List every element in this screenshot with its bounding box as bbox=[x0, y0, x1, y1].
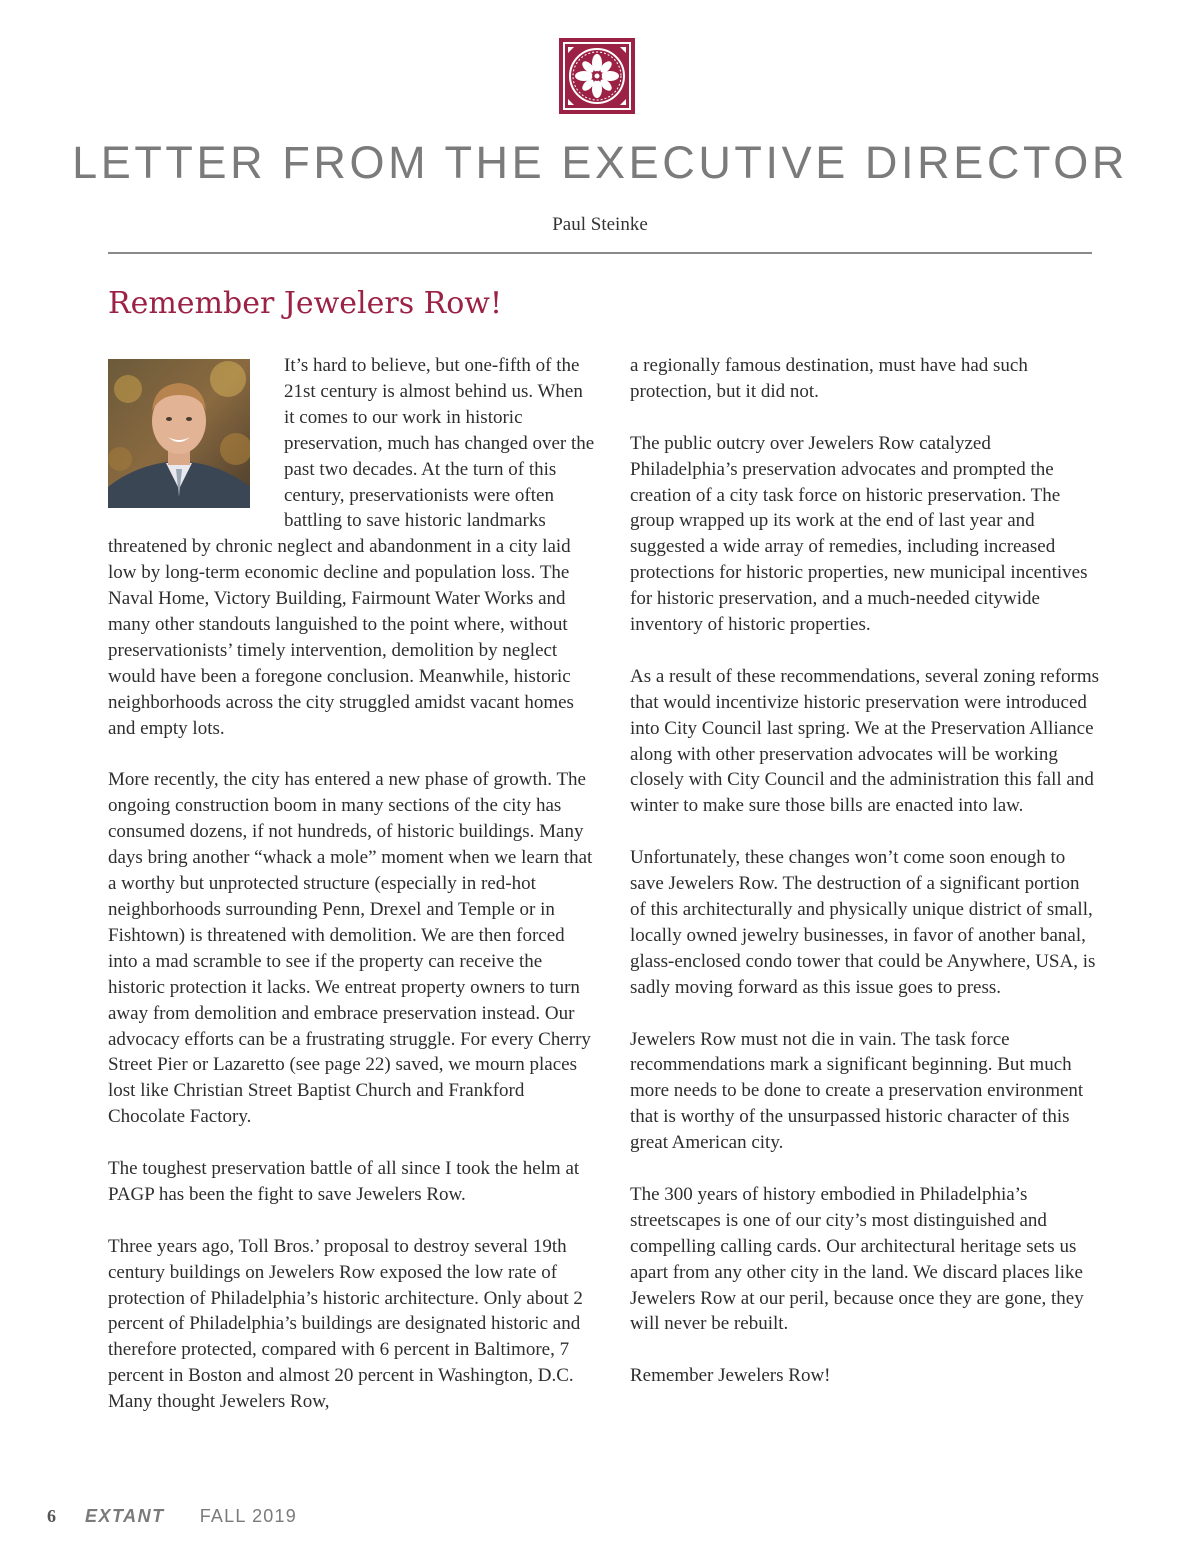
issue-date: FALL 2019 bbox=[199, 1506, 297, 1526]
page-number: 6 bbox=[47, 1506, 56, 1526]
paragraph: It’s hard to believe, but one-fifth of the 21st century is almost behind us. When it comes to our work in historic preservation, much has changed over the past two decades. At the turn of this century, preservationists were often battling to save historic landmarks threatened by chronic neglect and abandonment in a city laid low by long-term economic decline and population loss. The Naval Home, Victory Building, Fairmount Water Works and many other standouts languished to the point where, without preservationists’ timely intervention, demolition by neglect would have been a foregone conclusion. Meanwhile, historic neighborhoods across the city struggled amidst vacant homes and empty lots. bbox=[108, 355, 595, 739]
paragraph: More recently, the city has entered a new phase of growth. The ongoing construction boom in many sections of the city has consumed dozens, if not hundreds, of historic buildings. Many days bring another “whack a mole” moment when we learn that a worthy but unprotected structure (especially in red-hot neighborhoods surrounding Penn, Drexel and Temple or in Fishtown) is threatened with demolition. We are then forced into a mad scramble to see if the property can receive the historic protection it lacks. We entreat property owners to turn away from demolition and embrace preservation instead. Our advocacy efforts can be a frustrating struggle. For every Cherry Street Pier or Lazaretto (see page 22) saved, we mourn places lost like Christian Street Baptist Church and Frankford Chocolate Factory. bbox=[108, 769, 593, 1128]
rosette-icon bbox=[559, 38, 635, 114]
paragraph: As a result of these recommendations, several zoning reforms that would incentivize historic preservation were introduced into City Council last spring. We at the Preservation Alliance along with other preservation advocates will be working closely with City Council and the administration this fall and winter to make sure those bills are enacted into law. bbox=[630, 665, 1100, 817]
portrait-image bbox=[108, 359, 250, 508]
header-divider bbox=[108, 252, 1092, 254]
page-footer bbox=[47, 1504, 297, 1528]
paragraph: a regionally famous destination, must have had such protection, but it did not. bbox=[630, 355, 1028, 402]
paragraph: Jewelers Row must not die in vain. The task force recommendations mark a significant beginning. But much more needs to be done to create a preservation environment that is worthy of the unsurpassed historic character of this great American city. bbox=[630, 1028, 1084, 1154]
article-headline: Remember Jewelers Row! bbox=[108, 286, 503, 321]
page-title: LETTER FROM THE EXECUTIVE DIRECTOR bbox=[72, 137, 1128, 188]
paragraph: The 300 years of history embodied in Philadelphia’s streetscapes is one of our city’s most distinguished and compelling calling cards. Our architectural heritage sets us apart from any other city in the land. We discard places like Jewelers Row at our peril, because once they are gone, they will never be rebuilt. bbox=[630, 1183, 1084, 1335]
organization-logo bbox=[559, 38, 635, 114]
author-photo bbox=[108, 359, 250, 508]
article-column-right bbox=[630, 353, 1100, 1389]
paragraph: Unfortunately, these changes won’t come soon enough to save Jewelers Row. The destruction of a significant portion of this architecturally and physically unique district of small, locally owned jewelry businesses, in favor of another banal, glass-enclosed condo tower that could be Anywhere, USA, is sadly moving forward as this issue goes to press. bbox=[630, 847, 1096, 998]
closing-line: Remember Jewelers Row! bbox=[630, 1365, 831, 1387]
paragraph: Three years ago, Toll Bros.’ proposal to destroy several 19th century buildings on Jewelers Row exposed the low rate of protection of Philadelphia’s historic architecture. Only about 2 percent of Philadelphia’s buildings are designated historic and therefore protected, compared with 6 percent in Baltimore, 7 percent in Boston and almost 20 percent in Washington, D.C. Many thought Jewelers Row, bbox=[108, 1235, 583, 1413]
magazine-name: EXTANT bbox=[85, 1506, 165, 1526]
paragraph: The public outcry over Jewelers Row catalyzed Philadelphia’s preservation advocates and prompted the creation of a city task force on historic preservation. The group wrapped up its work at the end of last year and suggested a wide array of remedies, including increased protections for historic properties, new municipal incentives for historic preservation, and a much-needed citywide inventory of historic properties. bbox=[630, 432, 1088, 636]
author-name: Paul Steinke bbox=[552, 214, 648, 235]
article-column-left bbox=[108, 353, 598, 1415]
paragraph: The toughest preservation battle of all since I took the helm at PAGP has been the fight to save Jewelers Row. bbox=[108, 1158, 580, 1205]
